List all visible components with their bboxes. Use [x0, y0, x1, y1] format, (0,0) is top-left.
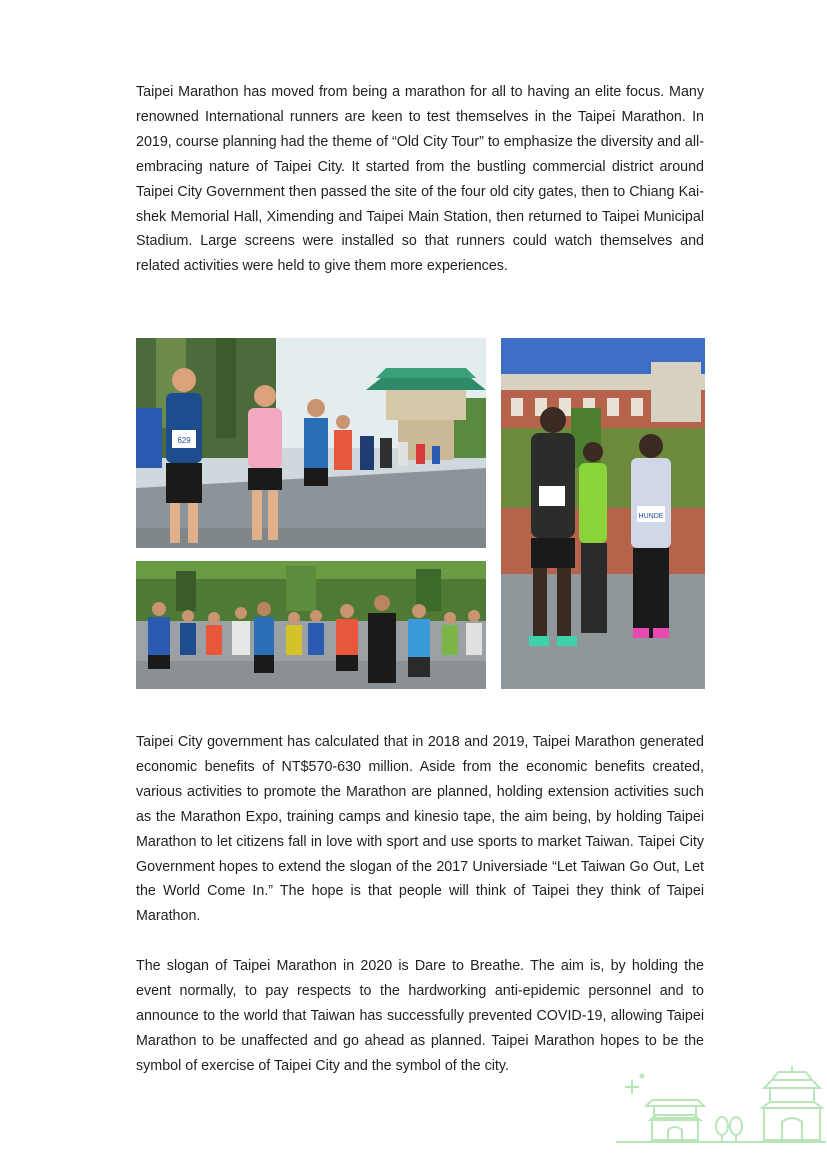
- bib-name: HUNDE: [638, 513, 664, 520]
- paragraph-dare-to-breathe: The slogan of Taipei Marathon in 2020 is Dare to Breathe. The aim is, by holding the event normally, to pay respects to the hardworking anti-epidemic personnel and to announce to the world that Taiwan has successfully prevented COVID-19, allowing Taipei Marathon to be unaffected and go ahead as planned. Taipei Marathon hopes to be the symbol of exercise of Taipei City and the symbol of the city.: [136, 958, 704, 1074]
- tree-icon: [716, 1117, 742, 1142]
- photo-runners-street: [136, 338, 486, 548]
- memorial-hall-icon: [758, 1066, 826, 1142]
- paragraph-economic-benefits: Taipei City government has calculated that in 2018 and 2019, Taipei Marathon generated economic benefits of NT$570-630 million. Aside from the economic benefits created, various activities to promote the Marathon are planned, holding extension activities such as the Marathon Expo, training camps and kinesio tape, the aim being, by holding Taipei Marathon to let citizens fall in love with sport and use sports to market Taiwan. Taipei City Government hopes to extend the slogan of the 2017 Universiade “Let Taiwan Go Out, Let the World Come In.” The hope is that people will think of Taipei they think of Taipei Marathon.: [136, 734, 704, 925]
- city-gate-icon: [646, 1100, 704, 1140]
- paragraph-old-city-tour: Taipei Marathon has moved from being a marathon for all to having an elite focus. Many renowned International runners are keen to test themselves in the Taipei Marathon. In 2019, course planning had the theme of “Old City Tour” to emphasize the diversity and all-embracing nature of Taipei City. It started from the bustling commercial district around Taipei City Government then passed the site of the four old city gates, then to Chiang Kai-shek Memorial Hall, Ximending and Taipei Main Station, then returned to Taipei Municipal Stadium. Large screens were installed so that runners could watch themselves and related activities were held to give them more experiences.: [136, 84, 704, 275]
- photo-runners-group: [136, 561, 486, 689]
- sparkle-icon: [625, 1075, 644, 1095]
- photo-elite-runners: [501, 338, 705, 689]
- landmark-line-art: [612, 1058, 827, 1148]
- bib-number: 629: [177, 436, 191, 445]
